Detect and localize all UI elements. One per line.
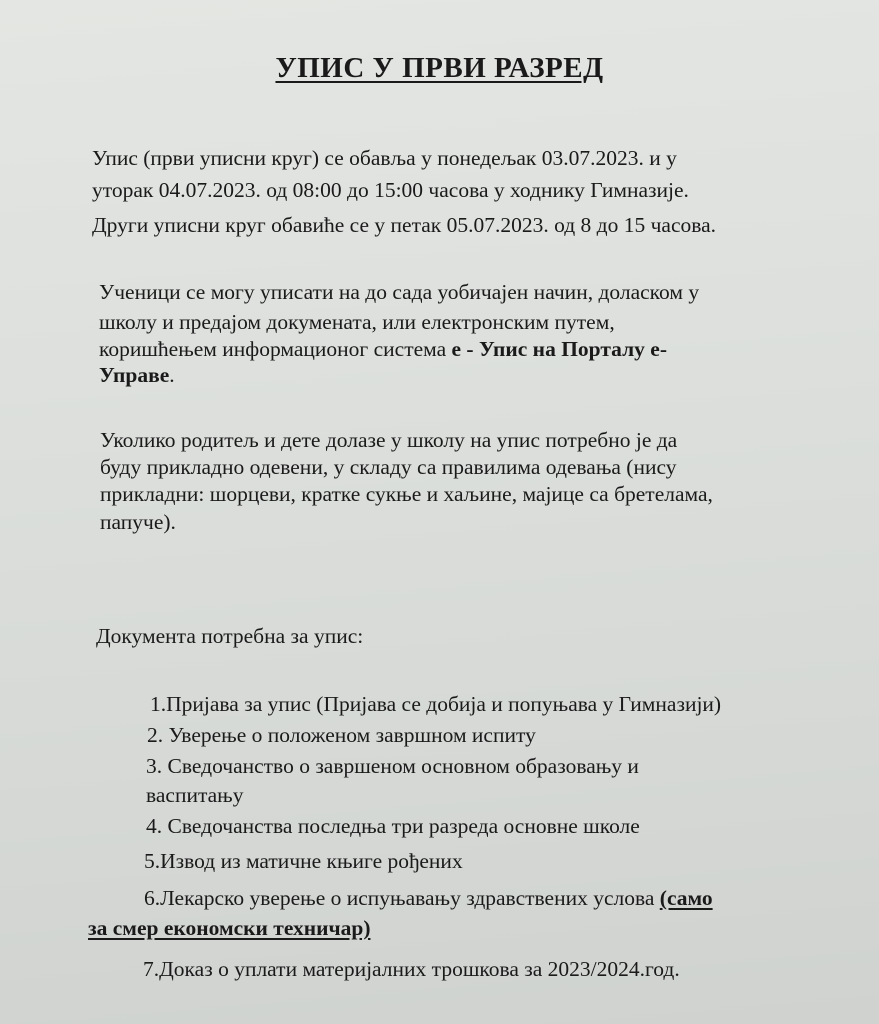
list-item <box>144 888 713 910</box>
list-item: 5.Извод из матичне књиге рођених <box>144 849 463 873</box>
list-item-bold-underlined: (само <box>659 886 713 910</box>
para1-line3: Други уписни круг обавиће се у петак 05.07.2023. од 8 до 15 часова. <box>92 213 717 237</box>
para2-line3 <box>99 339 667 361</box>
para2-line4 <box>99 365 175 387</box>
para3-line2: буду прикладно одевени, у складу са правилима одевања (нису <box>100 455 677 479</box>
list-item-continuation: васпитању <box>146 783 244 807</box>
para3-line1: Уколико родитељ и дете долазе у школу на упис потребно је да <box>100 428 678 452</box>
para3-line4: папуче). <box>100 510 176 534</box>
list-item: 4. Сведочанства последња три разреда основне школе <box>146 814 640 838</box>
para3-line3: прикладни: шорцеви, кратке сукње и хаљине, мајице са бретелама, <box>100 482 713 506</box>
list-item-continuation: за смер економски техничар) <box>88 916 371 940</box>
para2-line2: школу и предајом докумената, или електронским путем, <box>99 310 615 334</box>
para2-line1: Ученици се могу уписати на до сада уобичајен начин, доласком у <box>99 280 700 304</box>
list-item: 7.Доказ о уплати материјалних трошкова за 2023/2024.год. <box>143 957 680 981</box>
para2-line4-bold: Управе <box>99 363 170 387</box>
page-title: УПИС У ПРВИ РАЗРЕД <box>275 52 604 84</box>
para2-line3-plain: коришћењем информационог система <box>99 337 452 361</box>
documents-heading: Документа потребна за упис: <box>96 624 364 648</box>
list-item: 3. Сведочанство о завршеном основном образовању и <box>146 754 639 778</box>
para2-line4-plain: . <box>169 363 175 387</box>
list-item: 2. Уверење о положеном завршном испиту <box>147 723 536 747</box>
list-item-plain: 6.Лекарско уверење о испуњавању здравствених услова <box>144 886 660 910</box>
para1-line2: уторак 04.07.2023. од 08:00 до 15:00 часова у ходнику Гимназије. <box>92 178 689 202</box>
para2-line3-bold: е - Упис на Порталу е- <box>451 337 667 361</box>
para1-line1: Упис (први уписни круг) се обавља у понедељак 03.07.2023. и у <box>92 146 677 170</box>
list-item: 1.Пријава за упис (Пријава се добија и попуњава у Гимназији) <box>150 692 722 716</box>
